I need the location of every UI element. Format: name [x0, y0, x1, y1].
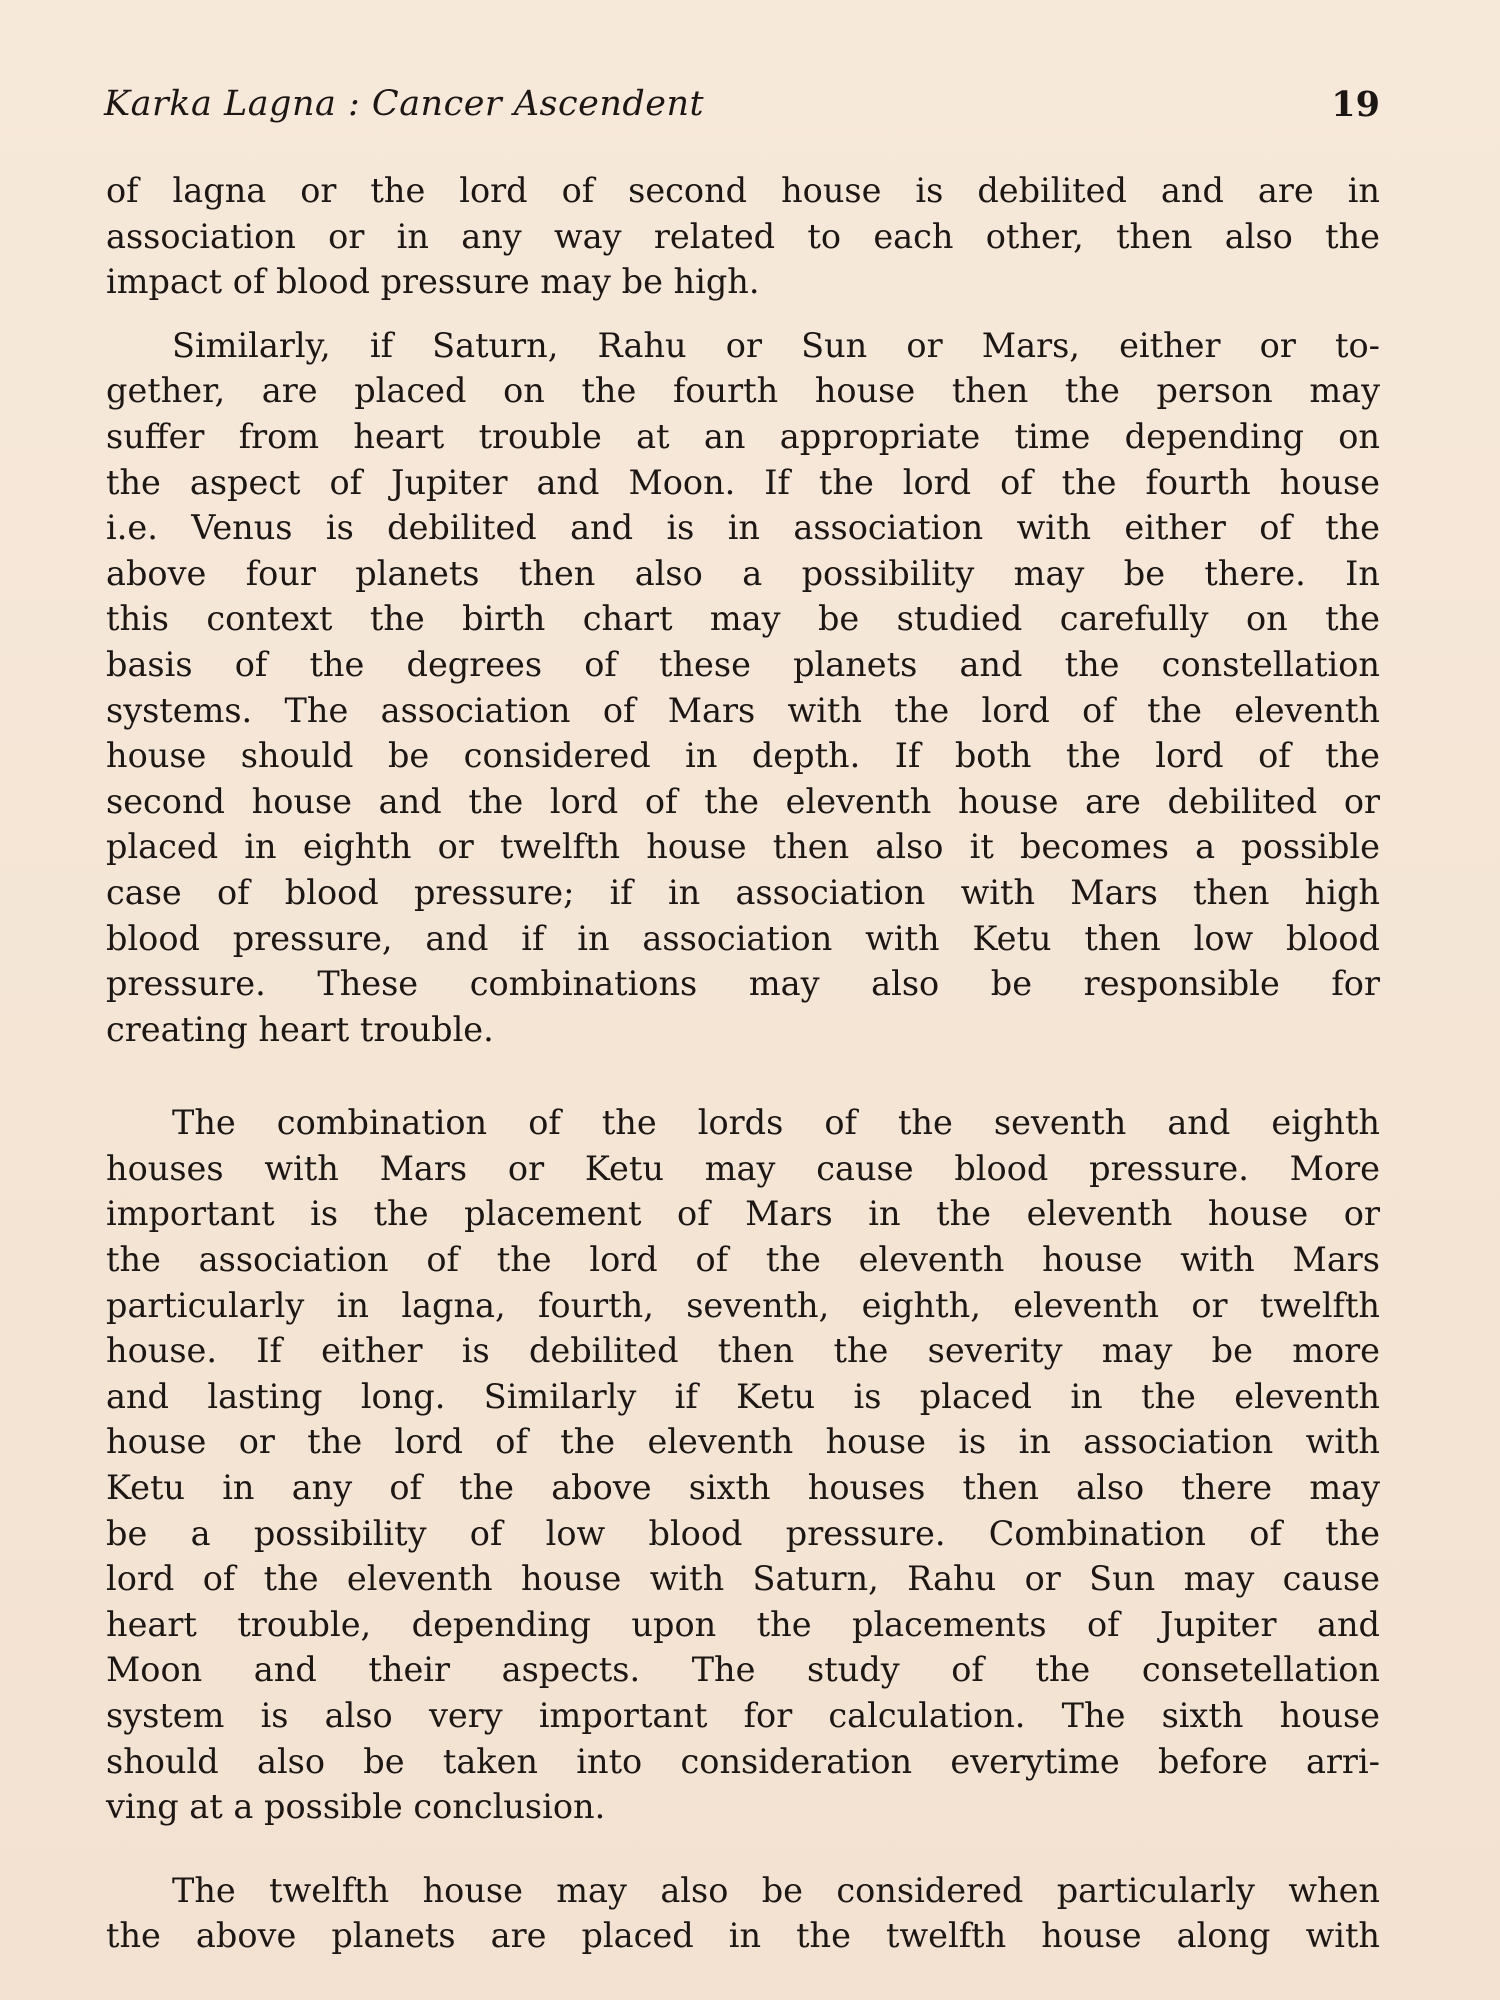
text-line: The combination of the lords of the seventh and eighth	[172, 1103, 1380, 1143]
text-line: house should be considered in depth. If both the lord of the	[106, 736, 1380, 776]
text-line: particularly in lagna, fourth, seventh, eighth, eleventh or twelfth	[106, 1285, 1380, 1325]
text-line: Ketu in any of the above sixth houses then also there may	[106, 1468, 1380, 1508]
text-line: gether, are placed on the fourth house then the person may	[106, 371, 1380, 411]
text-line: systems. The association of Mars with the lord of the eleventh	[106, 690, 1380, 730]
text-line: impact of blood pressure may be high.	[106, 262, 760, 302]
text-line: this context the birth chart may be studied carefully on the	[106, 599, 1380, 639]
running-title: Karka Lagna : Cancer Ascendent	[104, 84, 705, 124]
text-line: basis of the degrees of these planets and the constellation	[106, 644, 1380, 684]
text-line: important is the placement of Mars in the eleventh house or	[106, 1194, 1380, 1234]
paragraph-3	[106, 1100, 1380, 1830]
text-line: the above planets are placed in the twelfth house along with	[106, 1916, 1380, 1956]
body-text	[106, 168, 1380, 1959]
text-line: Moon and their aspects. The study of the consetellation	[106, 1650, 1380, 1690]
text-line: the aspect of Jupiter and Moon. If the lord of the fourth house	[106, 462, 1380, 502]
text-line: and lasting long. Similarly if Ketu is placed in the eleventh	[106, 1376, 1380, 1416]
text-line: second house and the lord of the eleventh house are debilited or	[106, 781, 1380, 821]
text-line: creating heart trouble.	[106, 1009, 494, 1049]
text-line: case of blood pressure; if in association with Mars then high	[106, 872, 1380, 912]
paragraph-1	[106, 168, 1380, 305]
text-line: Similarly, if Saturn, Rahu or Sun or Mars, either or to-	[172, 325, 1380, 365]
text-line: i.e. Venus is debilited and is in association with either of the	[106, 508, 1380, 548]
text-line: should also be taken into consideration everytime before arri-	[106, 1741, 1380, 1781]
text-line: pressure. These combinations may also be responsible for	[106, 964, 1380, 1004]
paragraph-4	[106, 1868, 1380, 1959]
text-line: be a possibility of low blood pressure. Combination of the	[106, 1513, 1380, 1553]
text-line: lord of the eleventh house with Saturn, Rahu or Sun may cause	[106, 1559, 1380, 1599]
page-header	[104, 84, 1380, 134]
text-line: the association of the lord of the eleventh house with Mars	[106, 1240, 1380, 1280]
text-line: heart trouble, depending upon the placements of Jupiter and	[106, 1604, 1380, 1644]
text-line: The twelfth house may also be considered particularly when	[172, 1870, 1380, 1910]
page-number: 19	[1331, 84, 1380, 125]
text-line: suffer from heart trouble at an appropriate time depending on	[106, 416, 1380, 456]
text-line: association or in any way related to each other, then also the	[106, 216, 1380, 256]
text-line: houses with Mars or Ketu may cause blood pressure. More	[106, 1148, 1380, 1188]
text-line: of lagna or the lord of second house is debilited and are in	[106, 171, 1380, 210]
text-line: ving at a possible conclusion.	[106, 1787, 606, 1827]
text-line: placed in eighth or twelfth house then also it becomes a possible	[106, 827, 1380, 867]
paragraph-2	[106, 323, 1380, 1053]
text-line: above four planets then also a possibility may be there. In	[106, 553, 1380, 593]
text-line: system is also very important for calculation. The sixth house	[106, 1696, 1380, 1735]
text-line: house. If either is debilited then the severity may be more	[106, 1331, 1380, 1371]
text-line: blood pressure, and if in association with Ketu then low blood	[106, 918, 1380, 958]
text-line: house or the lord of the eleventh house is in association with	[106, 1422, 1380, 1462]
